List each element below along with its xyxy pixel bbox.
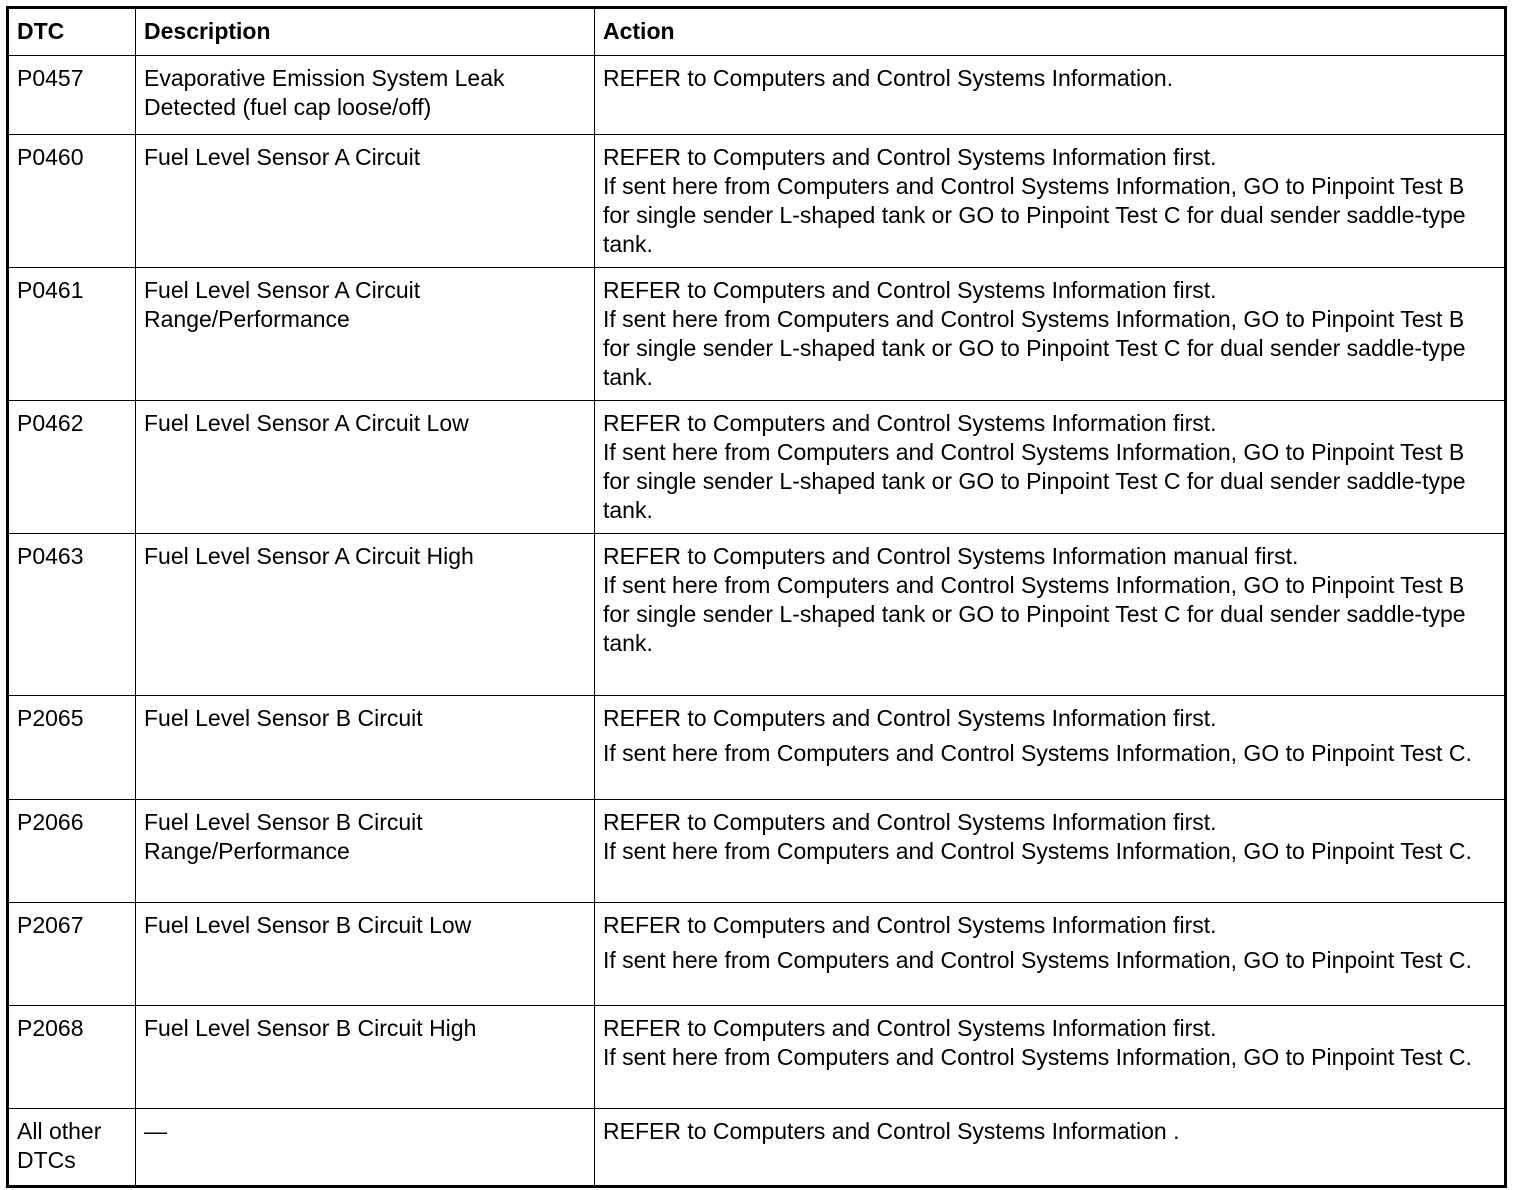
action-line: REFER to Computers and Control Systems Information first. (603, 1015, 1217, 1041)
action-line: REFER to Computers and Control Systems Information first. (603, 912, 1217, 938)
action-line: If sent here from Computers and Control Systems Information, GO to Pinpoint Test B for single sender L-shaped tank or GO to Pinpoint Test C for dual sender saddle-type tank. (603, 572, 1466, 656)
dtc-description: Fuel Level Sensor B Circuit High (136, 1006, 595, 1109)
dtc-action (595, 401, 1506, 534)
dtc-action (595, 1109, 1506, 1187)
action-line: REFER to Computers and Control Systems Information manual first. (603, 543, 1299, 569)
header-action: Action (595, 8, 1506, 56)
dtc-description: Evaporative Emission System Leak Detected (fuel cap loose/off) (136, 56, 595, 135)
action-line: REFER to Computers and Control Systems Information first. (603, 705, 1217, 731)
dtc-action (595, 56, 1506, 135)
dtc-code: P2065 (8, 696, 136, 800)
action-line: If sent here from Computers and Control Systems Information, GO to Pinpoint Test B for single sender L-shaped tank or GO to Pinpoint Test C for dual sender saddle-type tank. (603, 173, 1466, 257)
table-row (8, 56, 1506, 135)
header-description: Description (136, 8, 595, 56)
dtc-description: — (136, 1109, 595, 1187)
dtc-code: P0460 (8, 135, 136, 268)
action-line: REFER to Computers and Control Systems Information first. (603, 410, 1217, 436)
dtc-code: All other DTCs (8, 1109, 136, 1187)
table-row (8, 800, 1506, 903)
table-row (8, 135, 1506, 268)
dtc-code: P0463 (8, 534, 136, 696)
action-line: REFER to Computers and Control Systems Information first. (603, 144, 1217, 170)
dtc-description: Fuel Level Sensor A Circuit Low (136, 401, 595, 534)
action-line: If sent here from Computers and Control Systems Information, GO to Pinpoint Test C. (603, 838, 1472, 864)
table-row (8, 401, 1506, 534)
action-line: REFER to Computers and Control Systems Information . (603, 1118, 1180, 1144)
dtc-action (595, 903, 1506, 1006)
dtc-description: Fuel Level Sensor B Circuit (136, 696, 595, 800)
action-line: If sent here from Computers and Control Systems Information, GO to Pinpoint Test B for single sender L-shaped tank or GO to Pinpoint Test C for dual sender saddle-type tank. (603, 306, 1466, 390)
dtc-action (595, 135, 1506, 268)
action-line: If sent here from Computers and Control Systems Information, GO to Pinpoint Test C. (603, 947, 1472, 973)
action-line: REFER to Computers and Control Systems Information first. (603, 277, 1217, 303)
header-dtc: DTC (8, 8, 136, 56)
dtc-table (6, 6, 1507, 1188)
dtc-code: P0461 (8, 268, 136, 401)
table-row (8, 534, 1506, 696)
dtc-action (595, 534, 1506, 696)
dtc-description: Fuel Level Sensor A Circuit Range/Performance (136, 268, 595, 401)
table-row (8, 1006, 1506, 1109)
dtc-description: Fuel Level Sensor B Circuit Range/Performance (136, 800, 595, 903)
table-row (8, 1109, 1506, 1187)
dtc-action (595, 696, 1506, 800)
action-line: If sent here from Computers and Control Systems Information, GO to Pinpoint Test C. (603, 740, 1472, 766)
dtc-action (595, 268, 1506, 401)
action-line: If sent here from Computers and Control Systems Information, GO to Pinpoint Test B for single sender L-shaped tank or GO to Pinpoint Test C for dual sender saddle-type tank. (603, 439, 1466, 523)
table-row (8, 696, 1506, 800)
dtc-code: P0462 (8, 401, 136, 534)
dtc-description: Fuel Level Sensor A Circuit (136, 135, 595, 268)
dtc-code: P2066 (8, 800, 136, 903)
table-row (8, 903, 1506, 1006)
dtc-description: Fuel Level Sensor B Circuit Low (136, 903, 595, 1006)
dtc-code: P0457 (8, 56, 136, 135)
dtc-description: Fuel Level Sensor A Circuit High (136, 534, 595, 696)
action-line: If sent here from Computers and Control Systems Information, GO to Pinpoint Test C. (603, 1044, 1472, 1070)
table-row (8, 268, 1506, 401)
dtc-action (595, 1006, 1506, 1109)
dtc-code: P2067 (8, 903, 136, 1006)
action-line: REFER to Computers and Control Systems Information. (603, 65, 1174, 91)
dtc-code: P2068 (8, 1006, 136, 1109)
dtc-action (595, 800, 1506, 903)
table-header-row (8, 8, 1506, 56)
action-line: REFER to Computers and Control Systems Information first. (603, 809, 1217, 835)
